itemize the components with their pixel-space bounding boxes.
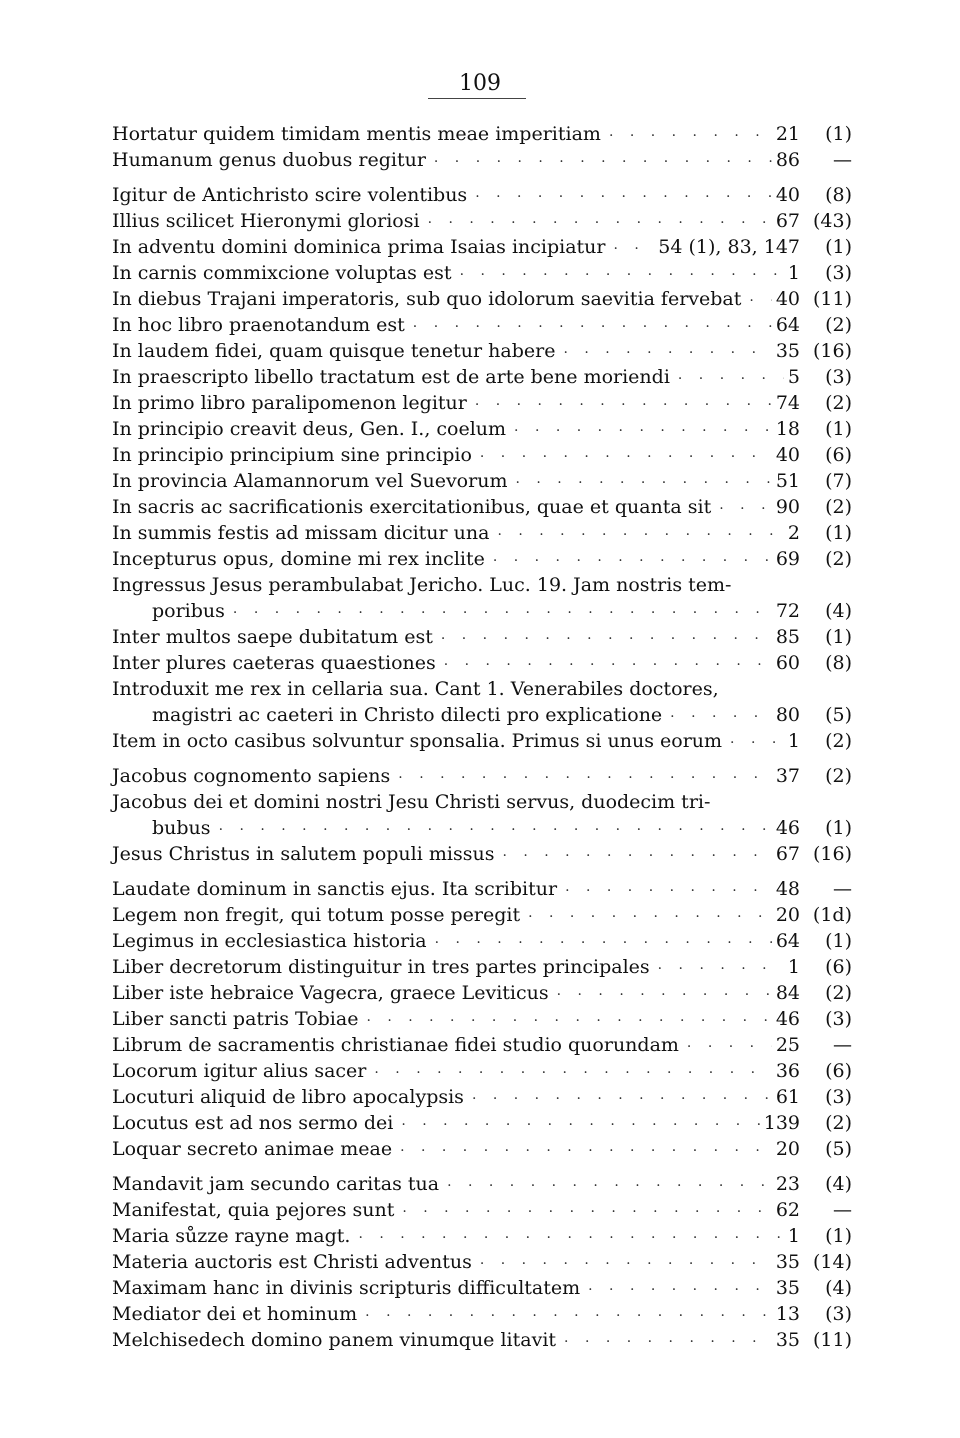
dot-leader — [524, 904, 772, 930]
incipit-text: In principio creavit deus, Gen. I., coelum — [112, 418, 507, 440]
page-reference: 51 — [775, 470, 800, 492]
dot-leader — [715, 496, 772, 522]
index-entry — [112, 1275, 852, 1301]
item-number: (6) — [825, 956, 852, 978]
page-reference: 36 — [775, 1060, 800, 1082]
incipit-text: In summis festis ad missam dicitur una — [112, 522, 490, 544]
item-number: (11) — [812, 1329, 852, 1351]
entry-line — [112, 1197, 852, 1223]
index-entry — [112, 390, 852, 416]
dot-leader — [229, 600, 772, 626]
header-rule — [428, 98, 526, 99]
incipit-text: Locorum igitur alius sacer — [112, 1060, 367, 1082]
dot-leader — [471, 392, 772, 418]
dot-leader — [437, 626, 772, 652]
page-reference: 54 (1), 83, 147 — [658, 236, 800, 258]
incipit-text: Inter plures caeteras quaestiones — [112, 652, 436, 674]
index-entry — [112, 364, 852, 390]
index-entry — [112, 1006, 852, 1032]
entry-line — [112, 1275, 852, 1301]
page-reference: 86 — [775, 149, 800, 171]
incipit-text: In hoc libro praenotandum est — [112, 314, 405, 336]
item-number: (16) — [812, 340, 852, 362]
entry-line — [112, 234, 852, 260]
index-entry — [112, 1327, 852, 1353]
page-reference: 1 — [787, 730, 800, 752]
incipit-text: Jacobus dei et domini nostri Jesu Christi servus, duodecim tri- — [112, 791, 711, 813]
item-number: (2) — [825, 496, 852, 518]
incipit-text: Legem non fregit, qui totum posse peregit — [112, 904, 521, 926]
incipit-text: Locutus est ad nos sermo dei — [112, 1112, 394, 1134]
item-number: (14) — [812, 1251, 852, 1273]
dot-leader — [398, 1199, 771, 1225]
incipit-text: Incepturus opus, domine mi rex inclite — [112, 548, 485, 570]
entry-line — [112, 260, 852, 286]
incipit-text: magistri ac caeteri in Christo dilecti pro explicatione — [152, 704, 663, 726]
entry-line — [112, 902, 852, 928]
page-reference: 35 — [775, 340, 800, 362]
incipit-index — [112, 121, 852, 1353]
entry-line — [112, 650, 852, 676]
item-number: (1) — [825, 817, 852, 839]
dot-leader — [510, 418, 772, 444]
item-number: (5) — [825, 1138, 852, 1160]
page-number: 109 — [459, 71, 501, 96]
index-entry — [112, 1223, 852, 1249]
entry-line — [112, 364, 852, 390]
page-reference: 35 — [775, 1251, 800, 1273]
page-reference: 20 — [775, 904, 800, 926]
dot-leader — [424, 210, 772, 236]
item-number: (11) — [812, 288, 852, 310]
incipit-text: In praescripto libello tractatum est de arte bene moriendi — [112, 366, 670, 388]
page-reference: 90 — [775, 496, 800, 518]
dot-leader — [674, 366, 784, 392]
index-entry — [112, 1032, 852, 1058]
incipit-text: bubus — [152, 817, 211, 839]
entry-line — [112, 1136, 852, 1162]
entry-line — [112, 815, 852, 841]
entry-line — [112, 702, 852, 728]
index-entry — [112, 416, 852, 442]
incipit-text: In adventu domini dominica prima Isaias incipiatur — [112, 236, 606, 258]
item-number: (4) — [825, 600, 852, 622]
dot-leader — [471, 184, 772, 210]
item-number: (7) — [825, 470, 852, 492]
item-number: (1d) — [812, 904, 852, 926]
dot-leader — [440, 652, 772, 678]
incipit-text: Hortatur quidem timidam mentis meae imperitiam — [112, 123, 601, 145]
incipit-text: poribus — [152, 600, 225, 622]
index-entry — [112, 442, 852, 468]
item-number: (1) — [825, 626, 852, 648]
index-entry — [112, 1301, 852, 1327]
index-entry — [112, 1084, 852, 1110]
entry-line — [112, 624, 852, 650]
entry-line — [112, 286, 852, 312]
page-reference: 1 — [787, 262, 800, 284]
entry-line — [112, 928, 852, 954]
entry-line — [112, 442, 852, 468]
page-reference: 35 — [775, 1329, 800, 1351]
incipit-text: Ingressus Jesus perambulabat Jericho. Luc. 19. Jam nostris tem- — [112, 574, 732, 596]
dot-leader — [397, 1112, 759, 1138]
index-entry — [112, 789, 852, 841]
item-number: (43) — [812, 210, 852, 232]
entry-line — [112, 598, 852, 624]
entry-line — [112, 789, 852, 815]
item-number: (2) — [825, 765, 852, 787]
index-entry — [112, 1110, 852, 1136]
entry-line — [112, 876, 852, 902]
entry-line — [112, 208, 852, 234]
index-entry — [112, 147, 852, 173]
entry-line — [112, 546, 852, 572]
item-number: (1) — [825, 930, 852, 952]
page-reference: 35 — [775, 1277, 800, 1299]
incipit-text: Melchisedech domino panem vinumque litavit — [112, 1329, 557, 1351]
entry-line — [112, 1058, 852, 1084]
entry-line — [112, 312, 852, 338]
page-reference: 48 — [775, 878, 800, 900]
index-entry — [112, 234, 852, 260]
item-number: — — [833, 878, 852, 900]
item-number: (1) — [825, 236, 852, 258]
item-number: (16) — [812, 843, 852, 865]
index-entry — [112, 902, 852, 928]
entry-line — [112, 1084, 852, 1110]
index-entry — [112, 1136, 852, 1162]
index-entry — [112, 546, 852, 572]
entry-line — [112, 1171, 852, 1197]
entry-line — [112, 1006, 852, 1032]
item-number: (8) — [825, 184, 852, 206]
entry-line — [112, 954, 852, 980]
index-entry — [112, 928, 852, 954]
dot-leader — [396, 1138, 772, 1164]
index-entry — [112, 1249, 852, 1275]
dot-leader — [362, 1008, 771, 1034]
page-reference: 67 — [775, 843, 800, 865]
dot-leader — [476, 444, 772, 470]
dot-leader — [370, 1060, 771, 1086]
item-number: (1) — [825, 123, 852, 145]
page-reference: 84 — [775, 982, 800, 1004]
incipit-text: In provincia Alamannorum vel Suevorum — [112, 470, 508, 492]
incipit-text: Librum de sacramentis christianae fidei studio quorundam — [112, 1034, 679, 1056]
index-entry — [112, 980, 852, 1006]
item-number: (3) — [825, 1008, 852, 1030]
incipit-text: Liber sancti patris Tobiae — [112, 1008, 359, 1030]
page-reference: 20 — [775, 1138, 800, 1160]
page-reference: 46 — [775, 817, 800, 839]
incipit-text: Maximam hanc in divinis scripturis difficultatem — [112, 1277, 581, 1299]
index-entry — [112, 728, 852, 754]
incipit-text: In sacris ac sacrificationis exercitationibus, quae et quanta sit — [112, 496, 712, 518]
incipit-text: Jacobus cognomento sapiens — [112, 765, 391, 787]
entry-line — [112, 147, 852, 173]
incipit-text: Humanum genus duobus regitur — [112, 149, 426, 171]
incipit-text: In diebus Trajani imperatoris, sub quo idolorum saevitia fervebat — [112, 288, 742, 310]
page-reference: 1 — [787, 956, 800, 978]
incipit-text: Inter multos saepe dubitatum est — [112, 626, 433, 648]
incipit-text: Introduxit me rex in cellaria sua. Cant 1. Venerabiles doctores, — [112, 678, 719, 700]
incipit-text: Mandavit jam secundo caritas tua — [112, 1173, 440, 1195]
entry-line — [112, 1223, 852, 1249]
page-reference: 67 — [775, 210, 800, 232]
item-number: — — [833, 1199, 852, 1221]
dot-leader — [726, 730, 784, 756]
incipit-text: Laudate dominum in sanctis ejus. Ita scribitur — [112, 878, 558, 900]
page-reference: 40 — [775, 288, 800, 310]
incipit-text: In primo libro paralipomenon legitur — [112, 392, 467, 414]
entry-line — [112, 980, 852, 1006]
entry-line — [112, 1327, 852, 1353]
dot-leader — [745, 288, 771, 314]
letter-group-m — [112, 1171, 852, 1353]
dot-leader — [489, 548, 772, 574]
incipit-text: In principio principium sine principio — [112, 444, 472, 466]
incipit-text: Igitur de Antichristo scire volentibus — [112, 184, 468, 206]
page-reference: 69 — [775, 548, 800, 570]
item-number: (2) — [825, 314, 852, 336]
item-number: (4) — [825, 1277, 852, 1299]
page-reference: 18 — [775, 418, 800, 440]
page-reference: 60 — [775, 652, 800, 674]
incipit-text: Locuturi aliquid de libro apocalypsis — [112, 1086, 464, 1108]
item-number: — — [833, 1034, 852, 1056]
item-number: (1) — [825, 1225, 852, 1247]
incipit-text: In carnis commixcione voluptas est — [112, 262, 452, 284]
dot-leader — [215, 817, 772, 843]
index-entry — [112, 676, 852, 728]
page-reference: 40 — [775, 444, 800, 466]
entry-line — [112, 338, 852, 364]
incipit-text: Maria sůzze rayne magt. — [112, 1225, 351, 1247]
dot-leader — [610, 236, 655, 262]
dot-leader — [560, 1329, 772, 1355]
dot-leader — [605, 123, 772, 149]
dot-leader — [431, 930, 772, 956]
page-reference: 64 — [775, 930, 800, 952]
index-entry — [112, 1197, 852, 1223]
page-reference: 37 — [775, 765, 800, 787]
index-entry — [112, 876, 852, 902]
incipit-text: Liber iste hebraice Vagecra, graece Leviticus — [112, 982, 549, 1004]
page-reference: 139 — [763, 1112, 800, 1134]
dot-leader — [498, 843, 771, 869]
letter-group-i — [112, 182, 852, 754]
item-number: (2) — [825, 982, 852, 1004]
entry-line — [112, 468, 852, 494]
incipit-text: Manifestat, quia pejores sunt — [112, 1199, 395, 1221]
entry-line — [112, 1032, 852, 1058]
entry-line — [112, 416, 852, 442]
letter-group-h — [112, 121, 852, 173]
letter-group-l — [112, 876, 852, 1162]
entry-line — [112, 572, 852, 598]
index-entry — [112, 208, 852, 234]
incipit-text: In laudem fidei, quam quisque tenetur habere — [112, 340, 556, 362]
dot-leader — [443, 1173, 772, 1199]
dot-leader — [354, 1225, 783, 1251]
item-number: (2) — [825, 1112, 852, 1134]
item-number: (3) — [825, 1086, 852, 1108]
index-entry — [112, 182, 852, 208]
page-reference: 40 — [775, 184, 800, 206]
item-number: (2) — [825, 730, 852, 752]
page-reference: 80 — [775, 704, 800, 726]
entry-line — [112, 676, 852, 702]
item-number: (1) — [825, 418, 852, 440]
item-number: (6) — [825, 444, 852, 466]
index-entry — [112, 520, 852, 546]
dot-leader — [456, 262, 784, 288]
dot-leader — [511, 470, 771, 496]
incipit-text: Materia auctoris est Christi adventus — [112, 1251, 472, 1273]
index-entry — [112, 121, 852, 147]
dot-leader — [584, 1277, 772, 1303]
index-entry — [112, 260, 852, 286]
index-entry — [112, 494, 852, 520]
index-entry — [112, 286, 852, 312]
dot-leader — [476, 1251, 772, 1277]
item-number: (2) — [825, 548, 852, 570]
item-number: (3) — [825, 1303, 852, 1325]
index-entry — [112, 624, 852, 650]
page-reference: 23 — [775, 1173, 800, 1195]
dot-leader — [559, 340, 771, 366]
page-reference: 1 — [787, 1225, 800, 1247]
dot-leader — [493, 522, 783, 548]
page-reference: 74 — [775, 392, 800, 414]
index-entry — [112, 468, 852, 494]
entry-line — [112, 728, 852, 754]
item-number: (3) — [825, 262, 852, 284]
index-entry — [112, 572, 852, 624]
entry-line — [112, 1249, 852, 1275]
dot-leader — [361, 1303, 772, 1329]
page-reference: 61 — [775, 1086, 800, 1108]
index-entry — [112, 650, 852, 676]
page-reference: 5 — [787, 366, 800, 388]
dot-leader — [468, 1086, 772, 1112]
page-reference: 62 — [775, 1199, 800, 1221]
index-entry — [112, 954, 852, 980]
page-reference: 46 — [775, 1008, 800, 1030]
page-reference: 85 — [775, 626, 800, 648]
dot-leader — [409, 314, 772, 340]
item-number: (1) — [825, 522, 852, 544]
entry-line — [112, 1110, 852, 1136]
index-entry — [112, 338, 852, 364]
item-number: (8) — [825, 652, 852, 674]
item-number: (4) — [825, 1173, 852, 1195]
item-number: (3) — [825, 366, 852, 388]
dot-leader — [666, 704, 772, 730]
entry-line — [112, 390, 852, 416]
dot-leader — [430, 149, 772, 175]
entry-line — [112, 121, 852, 147]
entry-line — [112, 841, 852, 867]
incipit-text: Legimus in ecclesiastica historia — [112, 930, 427, 952]
index-entry — [112, 1058, 852, 1084]
entry-line — [112, 520, 852, 546]
incipit-text: Jesus Christus in salutem populi missus — [112, 843, 495, 865]
entry-line — [112, 1301, 852, 1327]
incipit-text: Item in octo casibus solvuntur sponsalia. Primus si unus eorum — [112, 730, 723, 752]
index-entry — [112, 763, 852, 789]
letter-group-j — [112, 763, 852, 867]
page-reference: 25 — [775, 1034, 800, 1056]
item-number: (6) — [825, 1060, 852, 1082]
index-entry — [112, 312, 852, 338]
index-entry — [112, 1171, 852, 1197]
dot-leader — [553, 982, 772, 1008]
entry-line — [112, 763, 852, 789]
page-reference: 64 — [775, 314, 800, 336]
item-number: (5) — [825, 704, 852, 726]
item-number: — — [833, 149, 852, 171]
dot-leader — [654, 956, 784, 982]
incipit-text: Loquar secreto animae meae — [112, 1138, 393, 1160]
dot-leader — [394, 765, 772, 791]
index-entry — [112, 841, 852, 867]
page-reference: 21 — [775, 123, 800, 145]
page-reference: 72 — [775, 600, 800, 622]
incipit-text: Liber decretorum distinguitur in tres partes principales — [112, 956, 650, 978]
page-reference: 13 — [775, 1303, 800, 1325]
item-number: (2) — [825, 392, 852, 414]
entry-line — [112, 494, 852, 520]
incipit-text: Illius scilicet Hieronymi gloriosi — [112, 210, 420, 232]
page-reference: 2 — [787, 522, 800, 544]
entry-line — [112, 182, 852, 208]
incipit-text: Mediator dei et hominum — [112, 1303, 358, 1325]
dot-leader — [683, 1034, 772, 1060]
dot-leader — [561, 878, 772, 904]
